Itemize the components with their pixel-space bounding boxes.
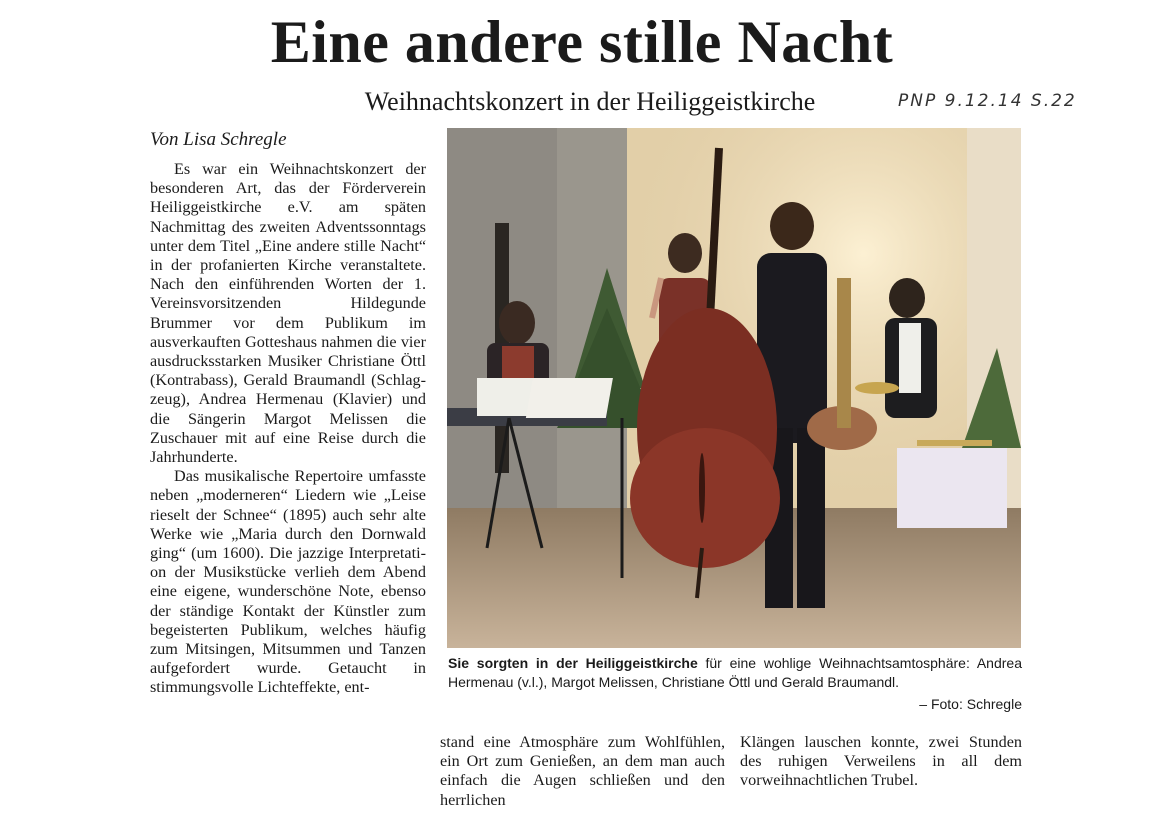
headline: Eine andere stille Nacht	[270, 9, 894, 75]
paragraph-4: Klängen lauschen konnte, zwei Stunden des ruhigen Verweilens in all dem vorweihnachtlichen Trubel.	[740, 733, 1022, 790]
photo-caption	[448, 654, 1022, 692]
handwritten-source-note: PNP 9.12.14 S.22	[898, 91, 1077, 111]
concert-photo-illustration	[447, 128, 1021, 648]
paragraph-3: stand eine Atmosphäre zum Wohlfühlen, ein Ort zum Genießen, an dem man auch einfach die Augen schließen und den herrlichen	[440, 733, 725, 809]
photo-credit: – Foto: Schregle	[919, 696, 1022, 712]
article-column-2	[440, 733, 725, 810]
paragraph-2: Das musikalische Repertoire umfasste neben „moderneren“ Liedern wie „Leise rieselt der Schnee“ (1895) auch sehr alte Werke wie „Maria durch den Dornwald ging“ (um 1600). Die jazzige Interpretation der Musikstücke verlieh dem Abend eine eigene, wunderschöne Note, ebenso der ständige Kontakt der Künstler zum begeisterten Publikum, welches häufig zum Mitsingen, Mitsummen und Tanzen aufgefordert wurde. Getaucht in stimmungsvolle Lichteffekte, ent-	[150, 467, 426, 697]
caption-lead: Sie sorgten in der Heiliggeistkirche	[448, 655, 698, 671]
article-column-1	[150, 160, 426, 698]
byline: Von Lisa Schregle	[150, 129, 287, 150]
concert-photo	[447, 128, 1021, 648]
caption-text: für eine wohlige Weihnachtsamtosphäre: Andrea Hermenau (v.l.), Margot Melissen, Christiane Öttl und Gerald Braumandl.	[448, 655, 1022, 690]
article-column-3	[740, 733, 1022, 791]
paragraph-1: Es war ein Weihnachtskonzert der besonderen Art, das der Förderverein Heiliggeistkirche e.V. am späten Nachmittag des zweiten Adventssonntags unter dem Titel „Eine andere stille Nacht“ in der profanierten Kirche veranstaltete. Nach den einführenden Worten der 1. Vereinsvorsitzenden Hildegunde Brummer vor dem Publikum im ausverkauften Gotteshaus nahmen die vier ausdrucksstarken Musiker Christiane Öttl (Kontrabass), Gerald Braumandl (Schlagzeug), Andrea Hermenau (Klavier) und die Sängerin Margot Melissen die Zuschauer mit auf eine Reise durch die Jahrhunderte.	[150, 160, 426, 467]
subheadline: Weihnachtskonzert in der Heiliggeistkirche	[364, 87, 816, 116]
